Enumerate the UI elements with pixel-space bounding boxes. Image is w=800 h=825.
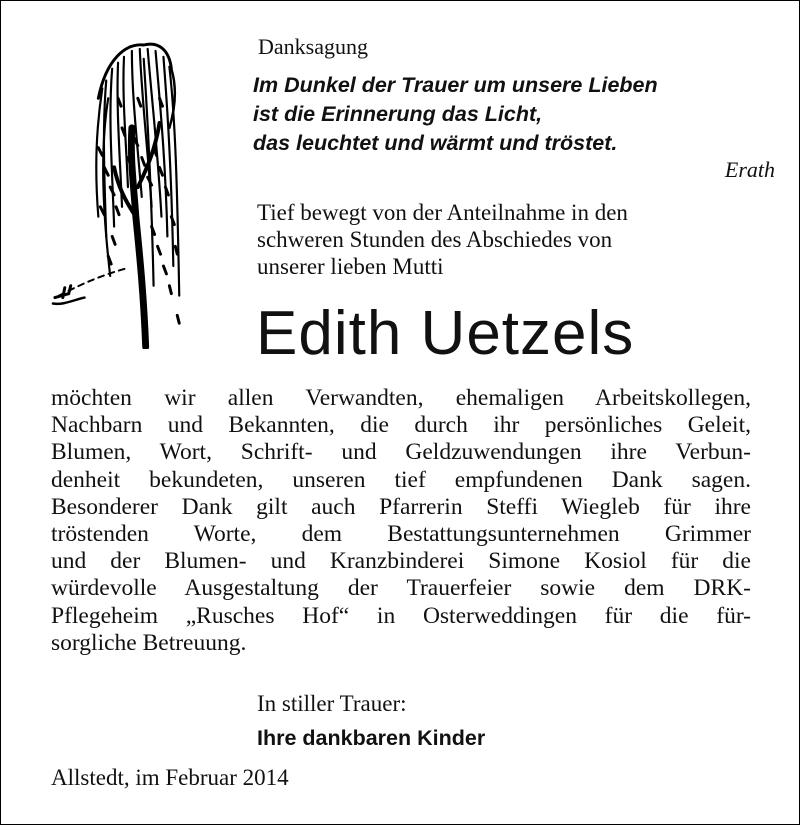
heading-danksagung: Danksagung	[258, 34, 368, 59]
quote-line: ist die Erinnerung das Licht,	[253, 102, 543, 126]
quote-line: das leuchtet und wärmt und tröstet.	[253, 131, 618, 155]
closing-line: In stiller Trauer:	[257, 691, 407, 716]
memorial-quote	[253, 71, 753, 158]
body-line: Pflegeheim „Rusches Hof“ in Osterweddingen für die für-	[51, 602, 751, 629]
body-line: sorgliche Betreuung.	[51, 629, 247, 656]
signature: Ihre dankbaren Kinder	[257, 726, 486, 750]
body-paragraph	[51, 385, 751, 657]
weeping-willow-icon	[49, 37, 197, 349]
deceased-name: Edith Uetzels	[256, 299, 635, 368]
quote-line: Im Dunkel der Trauer um unsere Lieben	[253, 73, 658, 97]
body-line: möchten wir allen Verwandten, ehemaligen Arbeitskollegen,	[51, 385, 751, 411]
quote-author: Erath	[724, 157, 775, 182]
place-date: Allstedt, im Februar 2014	[51, 765, 289, 790]
body-line: denheit bekundeten, unseren tief empfundenen Dank sagen.	[51, 466, 751, 493]
intro-paragraph: Tief bewegt von der Anteilnahme in den schweren Stunden des Abschiedes von unserer lieben Mutti	[257, 200, 628, 279]
body-line: und der Blumen- und Kranzbinderei Simone Kosiol für die	[51, 548, 751, 575]
body-line: Besonderer Dank gilt auch Pfarrerin Steffi Wiegleb für ihre	[51, 493, 751, 520]
body-line: Blumen, Wort, Schrift- und Geldzuwendungen ihre Verbun-	[51, 439, 751, 466]
body-line: Nachbarn und Bekannten, die durch ihr persönliches Geleit,	[51, 412, 751, 439]
body-line: würdevolle Ausgestaltung der Trauerfeier sowie dem DRK-	[51, 575, 751, 602]
body-line: tröstenden Worte, dem Bestattungsunternehmen Grimmer	[51, 521, 751, 548]
